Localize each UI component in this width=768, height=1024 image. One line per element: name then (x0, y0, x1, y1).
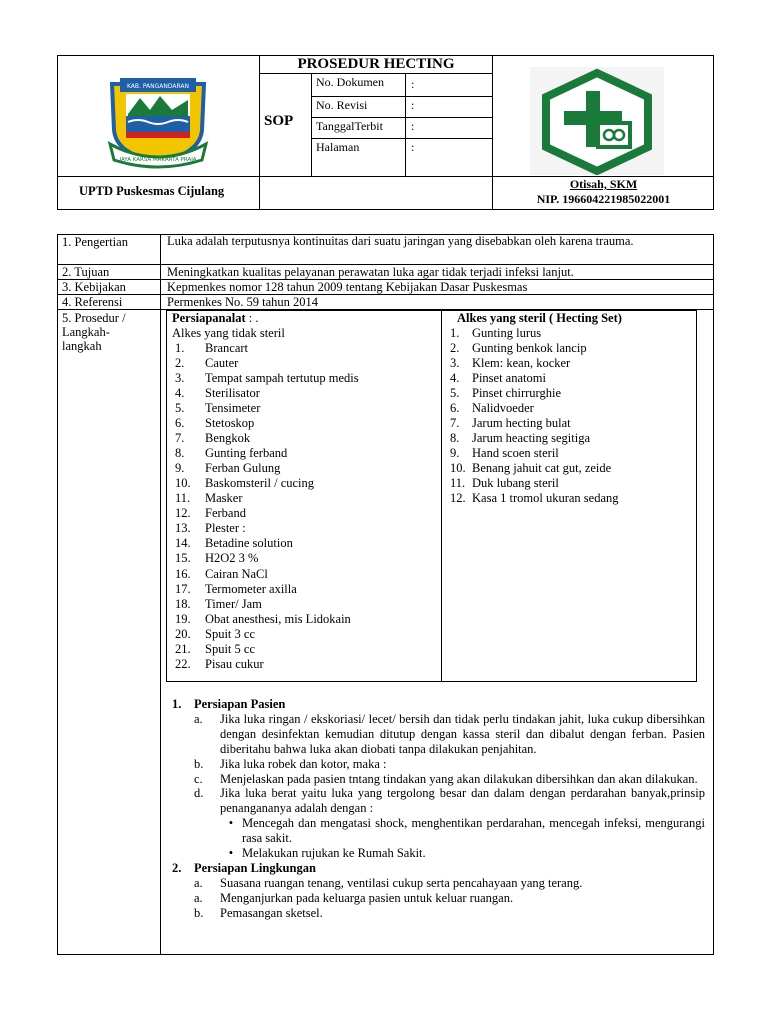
meta-value-no-dokumen: : (411, 77, 415, 91)
non-sterile-equipment-item: 18. Timer/ Jam (175, 596, 262, 611)
persiapan-pasien-bullet: • Melakukan rujukan ke Rumah Sakit. (228, 846, 426, 861)
signer-nip: NIP. 196604221985022001 (536, 192, 671, 206)
sterile-equipment-item: 6. Nalidvoeder (450, 401, 534, 416)
emblem-text-bottom: JAYA KARSA MAKARTA PRAJA (119, 157, 197, 163)
document-title: PROSEDUR HECTING (297, 56, 455, 72)
meta-value-halaman: : (411, 140, 415, 154)
emblem-text-top: KAB. PANGANDARAN (126, 83, 190, 90)
text-referensi: Permenkes No. 59 tahun 2014 (167, 295, 319, 309)
sterile-equipment-item: 2. Gunting benkok lancip (450, 340, 587, 355)
non-sterile-equipment-item: 21. Spuit 5 cc (175, 641, 255, 656)
non-sterile-equipment-item: 3. Tempat sampah tertutup medis (175, 370, 359, 385)
sterile-equipment-item: 7. Jarum hecting bulat (450, 416, 571, 431)
sterile-equipment-item: 5. Pinset chirrurghie (450, 386, 561, 401)
non-sterile-equipment-item: 1. Brancart (175, 340, 249, 355)
meta-value-no-revisi: : (411, 98, 415, 112)
meta-label-no-revisi: No. Revisi (316, 98, 368, 112)
non-sterile-equipment-item: 13. Plester : (175, 521, 246, 536)
sterile-equipment-item: 8. Jarum heacting segitiga (450, 431, 591, 446)
sterile-equipment-item: 12. Kasa 1 tromol ukuran sedang (450, 491, 619, 506)
sterile-equipment-list (450, 326, 695, 507)
non-sterile-equipment-item: 20. Spuit 3 cc (175, 626, 255, 641)
meta-value-tanggal-terbit: : (411, 119, 415, 133)
non-sterile-equipment-item: 15. H2O2 3 % (175, 551, 259, 566)
regency-emblem-logo (106, 70, 210, 170)
persiapan-pasien-step: c. Menjelaskan pada pasien tntang tindakan yang akan dilakukan dibersihkan dan akan dilakukan. (194, 771, 698, 786)
non-sterile-equipment-item: 7. Bengkok (175, 431, 251, 446)
label-pengertian: 1. Pengertian (62, 235, 128, 249)
non-sterile-equipment-list (172, 341, 437, 672)
non-sterile-equipment-item: 10. Baskomsteril / cucing (175, 476, 315, 491)
persiapan-pasien-bullet: • Mencegah dan mengatasi shock, menghentikan perdarahan, mencegah infeksi, mengurangi rasa sakit. (228, 816, 705, 846)
non-sterile-equipment-item: 4. Sterilisator (175, 385, 260, 400)
persiapan-lingkungan-step: a. Suasana ruangan tenang, ventilasi cukup serta pencahayaan yang terang. (194, 875, 583, 890)
persiapan-alat-subheading: Alkes yang tidak steril (172, 325, 285, 340)
sterile-equipment-item: 9. Hand scoen steril (450, 446, 559, 461)
non-sterile-equipment-item: 22. Pisau cukur (175, 656, 264, 671)
persiapan-pasien-step: b. Jika luka robek dan kotor, maka : (194, 756, 387, 771)
persiapan-pasien-step: d. Jika luka berat yaitu luka yang tergolong besar dan dalam dengan perdarahan banyak,prinsip penangananya adalah dengan : (194, 786, 705, 816)
label-prosedur: 5. Prosedur / Langkah- langkah (62, 311, 126, 353)
non-sterile-equipment-item: 11. Masker (175, 491, 243, 506)
sterile-equipment-item: 4. Pinset anatomi (450, 371, 546, 386)
sterile-equipment-item: 10. Benang jahuit cat gut, zeide (450, 461, 612, 476)
label-referensi: 4. Referensi (62, 295, 123, 309)
label-tujuan: 2. Tujuan (62, 265, 110, 279)
sterile-equipment-item: 1. Gunting lurus (450, 325, 542, 340)
non-sterile-equipment-item: 9. Ferban Gulung (175, 461, 281, 476)
signer-name: Otisah, SKM (569, 177, 638, 191)
org-name: UPTD Puskesmas Cijulang (79, 184, 225, 198)
persiapan-lingkungan-step: a. Menganjurkan pada keluarga pasien untuk keluar ruangan. (194, 890, 514, 905)
sterile-equipment-item: 3. Klem: kean, kocker (450, 356, 571, 370)
sterile-equipment-item: 11. Duk lubang steril (450, 476, 559, 491)
alkes-steril-section (450, 311, 695, 506)
non-sterile-equipment-item: 12. Ferband (175, 506, 246, 521)
non-sterile-equipment-item: 17. Termometer axilla (175, 581, 297, 596)
non-sterile-equipment-item: 16. Cairan NaCl (175, 566, 268, 581)
persiapan-pasien-step: a. Jika luka ringan / ekskoriasi/ lecet/ bersih dan tidak perlu tindakan jahit, luka cukup dibersihkan dengan desinfektan kemudian ditutup dengan kassa steril dan dibalut dengan ferban. Pasien diberitahu bahwa luka akan diobati tanpa dilakukan penjahitan. (194, 711, 705, 756)
non-sterile-equipment-item: 8. Gunting ferband (175, 446, 288, 461)
text-pengertian: Luka adalah terputusnya kontinuitas dari suatu jaringan yang disebabkan oleh karena trauma. (167, 234, 634, 248)
non-sterile-equipment-item: 2. Cauter (175, 355, 239, 370)
persiapan-alat-section: Persiapanalat : . Alkes yang tidak steril 1. Brancart 2. Cauter 3. Tempat sampah tertutup medis 4. Sterilisator 5. Tensimeter 6. Stetoskop 7. Bengkok 8. Gunting ferband 9. Ferban Gulung 10. Baskomsteril / cucing 11. Masker 12. Ferband 13. Plester : 14. Betadine solution 15. H2O2 3 % 16. Cairan NaCl 17. Termometer axilla 18. Timer/ Jam 19. Obat anesthesi, mis Lidokain 20. Spuit 3 cc 21. Spuit 5 cc 22. Pisau cukur (172, 311, 437, 672)
persiapan-lingkungan-heading: 2. Persiapan Lingkungan (172, 860, 316, 875)
non-sterile-equipment-item: 5. Tensimeter (175, 401, 261, 415)
label-kebijakan: 3. Kebijakan (62, 280, 126, 294)
non-sterile-equipment-item: 19. Obat anesthesi, mis Lidokain (175, 611, 351, 626)
non-sterile-equipment-item: 6. Stetoskop (175, 416, 255, 431)
procedure-steps (172, 697, 705, 921)
non-sterile-equipment-item: 14. Betadine solution (175, 536, 293, 551)
meta-label-no-dokumen: No. Dokumen (316, 75, 384, 89)
alkes-steril-heading: Alkes yang steril ( Hecting Set) (457, 311, 622, 325)
meta-label-halaman: Halaman (316, 140, 360, 154)
persiapan-lingkungan-step: b. Pemasangan sketsel. (194, 905, 323, 920)
puskesmas-logo (530, 67, 664, 175)
sop-label: SOP (264, 113, 294, 129)
text-tujuan: Meningkatkan kualitas pelayanan perawatan luka agar tidak terjadi infeksi lanjut. (167, 265, 574, 279)
persiapan-alat-heading: Persiapanalat (172, 311, 246, 325)
persiapan-pasien-heading: 1. Persiapan Pasien (172, 697, 286, 711)
meta-label-tanggal-terbit: TanggalTerbit (316, 119, 383, 133)
text-kebijakan: Kepmenkes nomor 128 tahun 2009 tentang Kebijakan Dasar Puskesmas (167, 280, 528, 294)
